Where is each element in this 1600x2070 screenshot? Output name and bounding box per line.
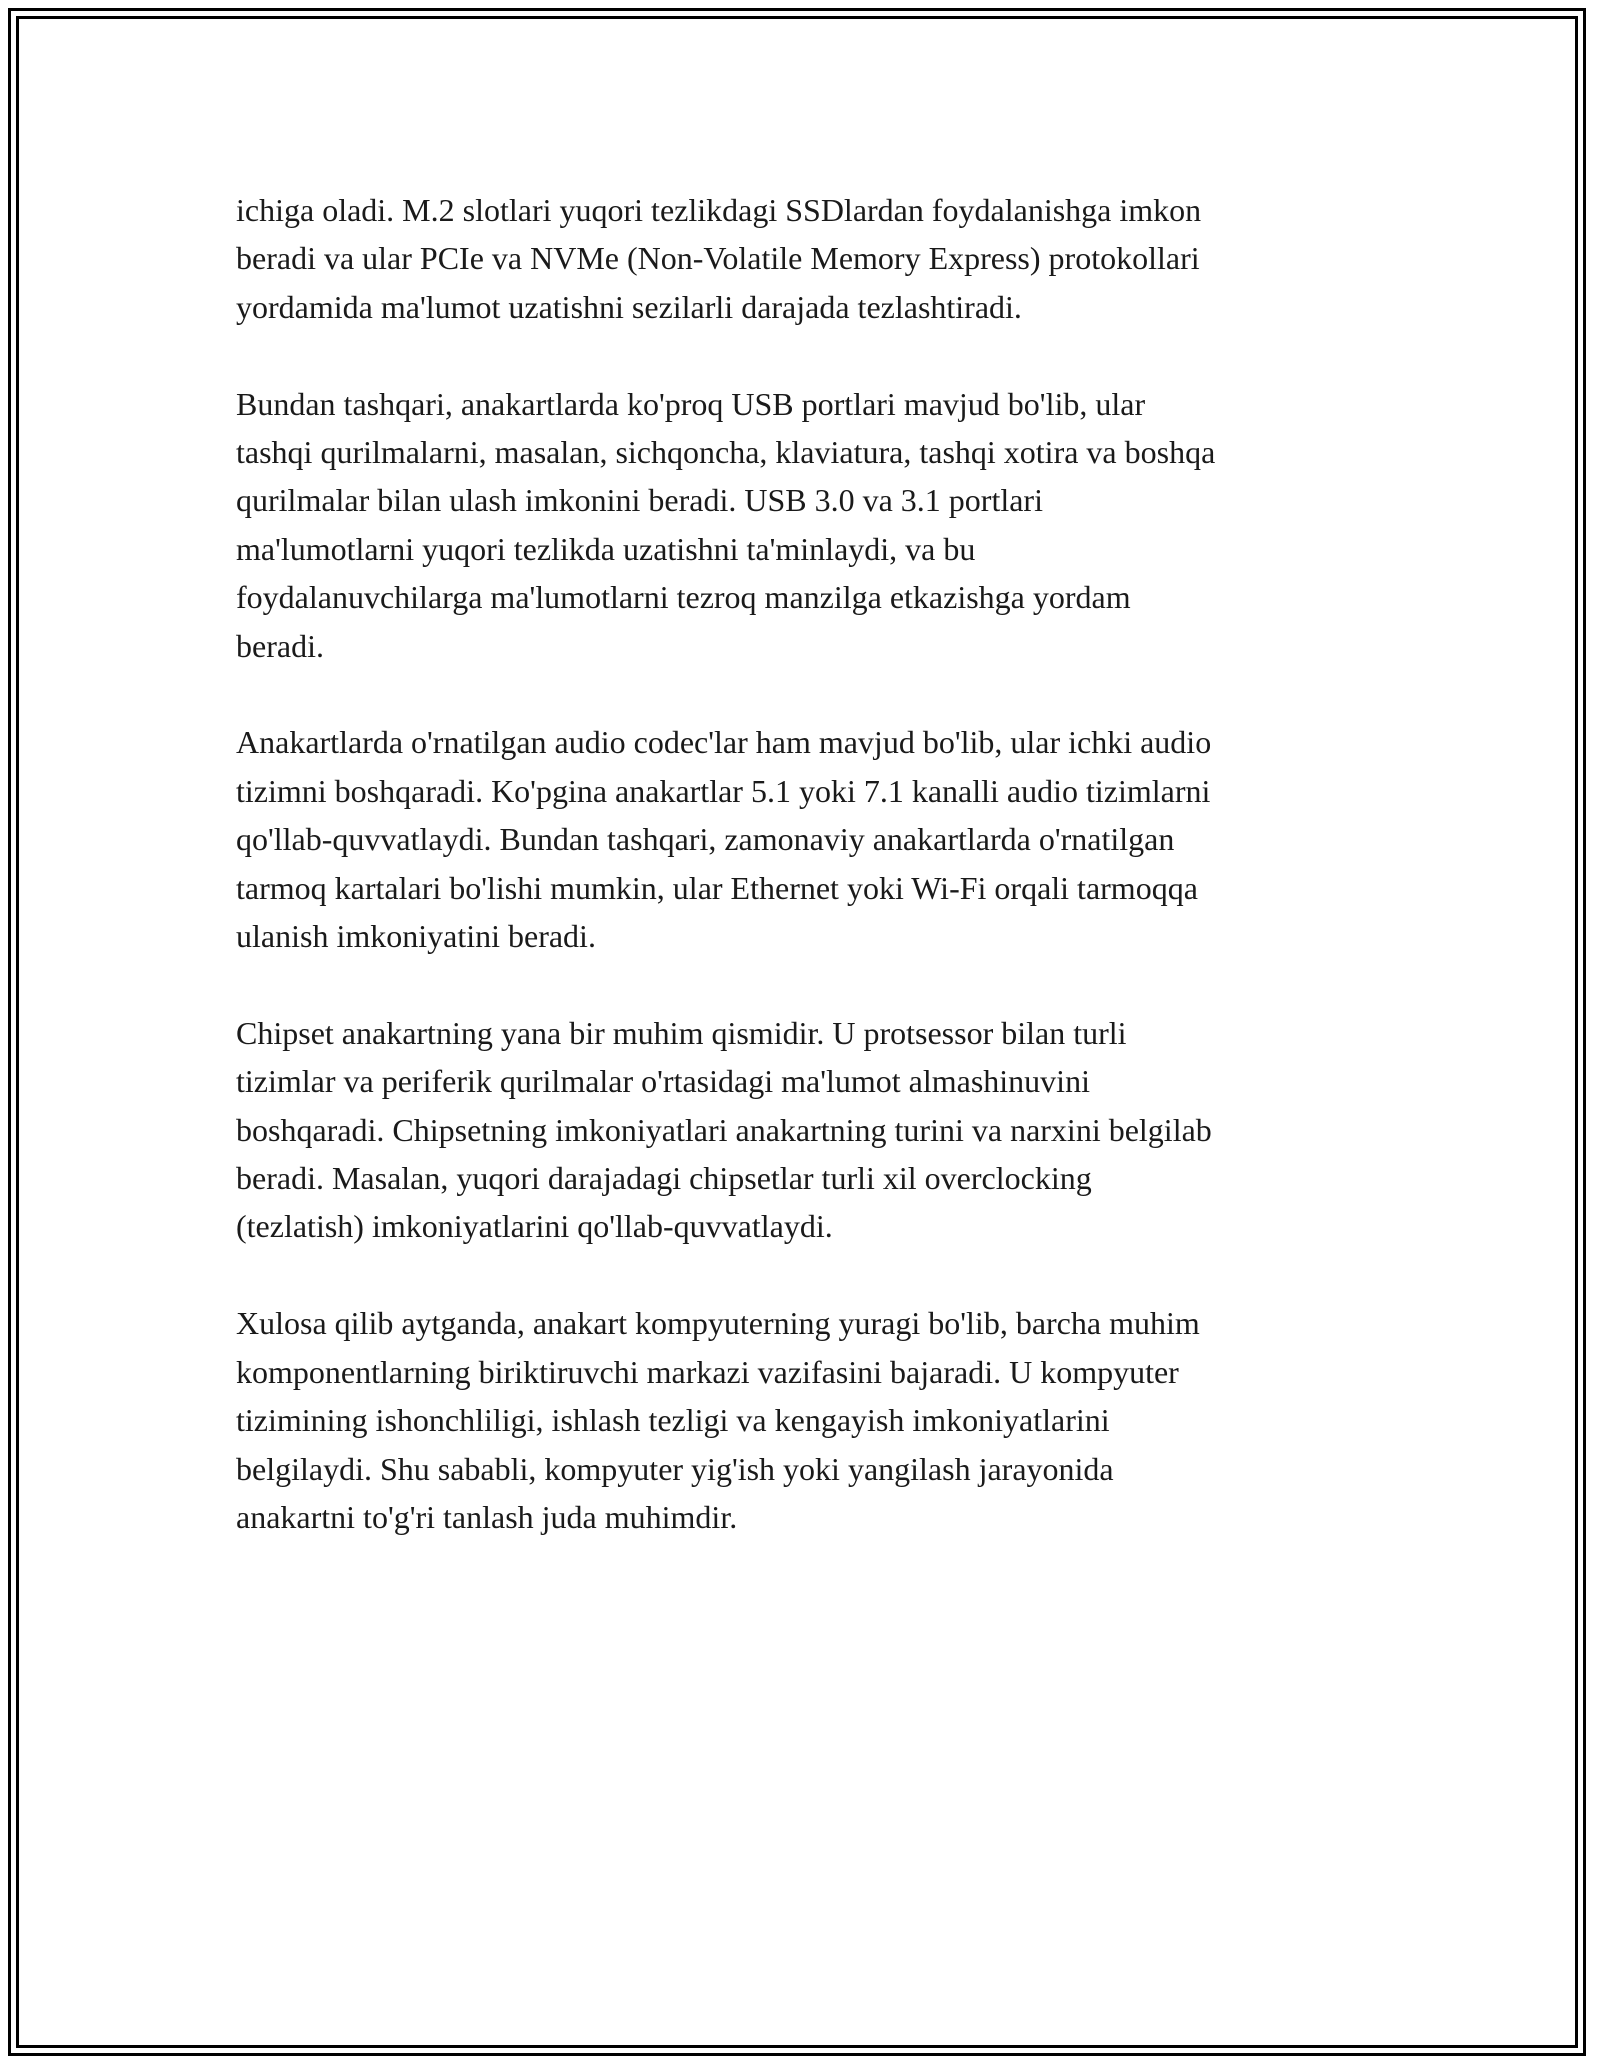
text-line: ma'lumotlarni yuqori tezlikda uzatishni ta'minlaydi, va bu bbox=[236, 530, 976, 567]
paragraph-audio-network bbox=[236, 718, 1366, 960]
text-line: (tezlatish) imkoniyatlarini qo'llab-quvvatlaydi. bbox=[236, 1208, 833, 1245]
text-line: Bundan tashqari, anakartlarda ko'proq USB portlari mavjud bo'lib, ular bbox=[236, 385, 1146, 422]
text-line: beradi va ular PCIe va NVMe (Non-Volatile Memory Express) protokollari bbox=[236, 240, 1200, 277]
document-body bbox=[236, 186, 1366, 1590]
text-line: qo'llab-quvvatlaydi. Bundan tashqari, zamonaviy anakartlarda o'rnatilgan bbox=[236, 821, 1175, 858]
text-line: tizimlar va periferik qurilmalar o'rtasidagi ma'lumot almashinuvini bbox=[236, 1063, 1090, 1100]
paragraph-chipset bbox=[236, 1009, 1366, 1251]
text-line: komponentlarning biriktiruvchi markazi vazifasini bajaradi. U kompyuter bbox=[236, 1353, 1179, 1390]
text-line: tarmoq kartalari bo'lishi mumkin, ular Ethernet yoki Wi-Fi orqali tarmoqqa bbox=[236, 869, 1198, 906]
paragraph-m2-slots bbox=[236, 186, 1366, 331]
paragraph-conclusion bbox=[236, 1299, 1366, 1541]
text-line: belgilaydi. Shu sababli, kompyuter yig'ish yoki yangilash jarayonida bbox=[236, 1450, 1114, 1487]
text-line: foydalanuvchilarga ma'lumotlarni tezroq manzilga etkazishga yordam bbox=[236, 579, 1131, 616]
text-line: tizimni boshqaradi. Ko'pgina anakartlar 5.1 yoki 7.1 kanalli audio tizimlarni bbox=[236, 772, 1211, 809]
text-line: ulanish imkoniyatini beradi. bbox=[236, 918, 596, 955]
text-line: ichiga oladi. M.2 slotlari yuqori tezlikdagi SSDlardan foydalanishga imkon bbox=[236, 192, 1202, 228]
paragraph-usb-ports bbox=[236, 380, 1366, 670]
text-line: qurilmalar bilan ulash imkonini beradi. USB 3.0 va 3.1 portlari bbox=[236, 482, 1043, 519]
text-line: Chipset anakartning yana bir muhim qismidir. U protsessor bilan turli bbox=[236, 1014, 1127, 1051]
text-line: tashqi qurilmalarni, masalan, sichqoncha, klaviatura, tashqi xotira va boshqa bbox=[236, 434, 1216, 471]
text-line: anakartni to'g'ri tanlash juda muhimdir. bbox=[236, 1498, 738, 1535]
text-line: yordamida ma'lumot uzatishni sezilarli darajada tezlashtiradi. bbox=[236, 288, 1022, 325]
text-line: Xulosa qilib aytganda, anakart kompyuterning yuragi bo'lib, barcha muhim bbox=[236, 1305, 1200, 1342]
text-line: beradi. Masalan, yuqori darajadagi chipsetlar turli xil overclocking bbox=[236, 1160, 1092, 1197]
text-line: boshqaradi. Chipsetning imkoniyatlari anakartning turini va narxini belgilab bbox=[236, 1111, 1212, 1148]
text-line: Anakartlarda o'rnatilgan audio codec'lar ham mavjud bo'lib, ular ichki audio bbox=[236, 724, 1212, 761]
text-line: tizimining ishonchliligi, ishlash tezligi va kengayish imkoniyatlarini bbox=[236, 1402, 1110, 1439]
text-line: beradi. bbox=[236, 627, 324, 664]
